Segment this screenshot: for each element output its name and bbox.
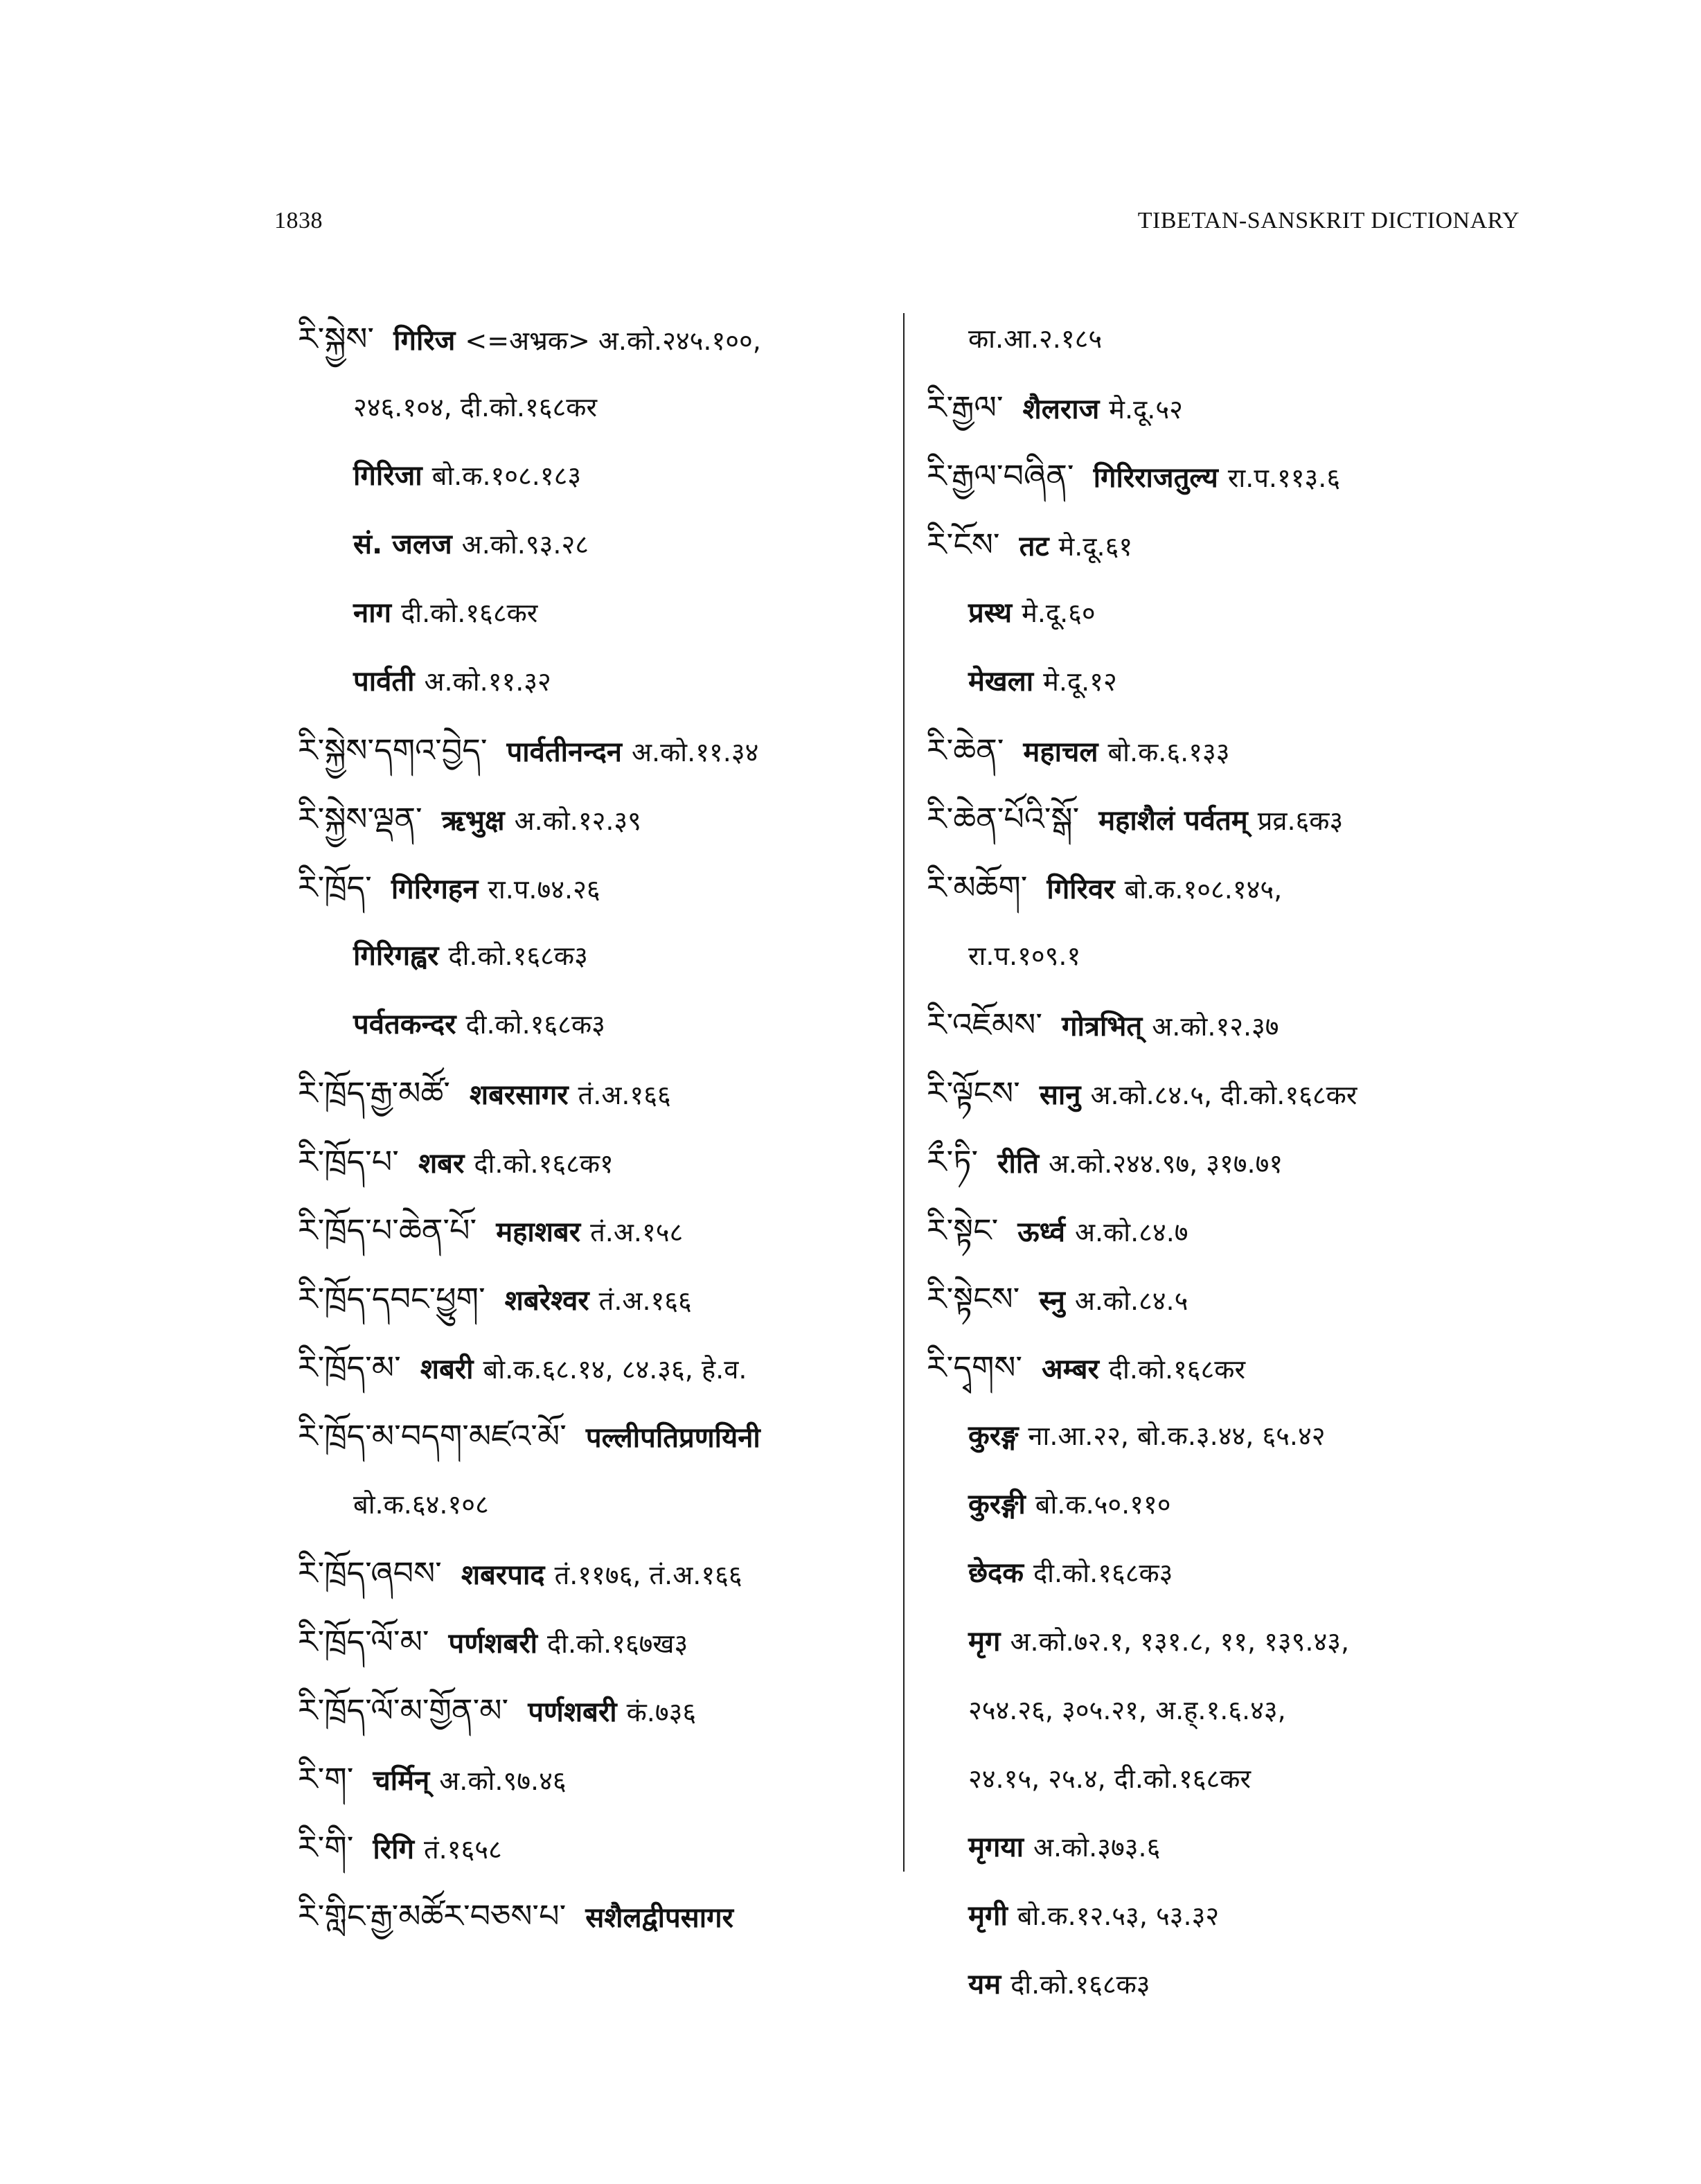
tibetan-headword: རི་གླིང་རྒྱ་མཚོར་བཅས་པ་ bbox=[298, 1897, 567, 1935]
dictionary-entry-line bbox=[298, 785, 893, 853]
tibetan-headword: རི་དྭགས་ bbox=[927, 1349, 1023, 1386]
left-column bbox=[298, 305, 893, 1951]
source-reference: तं.अ.१५८ bbox=[590, 1217, 684, 1248]
tibetan-headword: རི་རྒྱལ་བཞིན་ bbox=[927, 457, 1074, 495]
sanskrit-equivalent: यम bbox=[968, 1969, 1001, 2000]
dictionary-entry-line bbox=[927, 1882, 1536, 1951]
sanskrit-equivalent: सशैलद्वीपसागर bbox=[585, 1902, 733, 1934]
dictionary-entry-line bbox=[927, 853, 1536, 922]
dictionary-entry-line bbox=[927, 1059, 1536, 1128]
source-reference: बो.क.१०८.१४५, bbox=[1124, 874, 1283, 905]
source-reference: दी.को.१६८क३ bbox=[1010, 1969, 1150, 2000]
dictionary-entry-line bbox=[298, 1813, 893, 1882]
sanskrit-equivalent: गिरिगह्वर bbox=[353, 940, 439, 972]
dictionary-entry-line bbox=[927, 991, 1536, 1059]
source-reference: बो.क.१२.५३, ५३.३२ bbox=[1017, 1901, 1220, 1931]
source-reference: दी.को.१६८क३ bbox=[465, 1009, 605, 1040]
dictionary-entry-line bbox=[298, 373, 893, 442]
sanskrit-equivalent: चर्मिन् bbox=[373, 1765, 430, 1797]
dictionary-entry-line bbox=[298, 922, 893, 991]
sanskrit-equivalent: मृगया bbox=[968, 1831, 1024, 1863]
tibetan-headword: རི་ཁྲོད་ཞབས་ bbox=[298, 1554, 442, 1592]
right-column bbox=[927, 305, 1536, 2019]
sanskrit-equivalent: सं. जलज bbox=[353, 529, 452, 560]
source-reference: <=अभ्रक> अ.को.२४५.१००, bbox=[465, 326, 761, 356]
source-reference: २४.१५, २५.४, दी.को.१६८कर bbox=[968, 1764, 1252, 1794]
sanskrit-equivalent: छेदक bbox=[968, 1557, 1024, 1589]
tibetan-headword: རི་ཆེན་པོའི་སྒོ་ bbox=[927, 800, 1080, 837]
dictionary-entry-line bbox=[298, 1676, 893, 1745]
sanskrit-equivalent: शबरपाद bbox=[461, 1559, 545, 1591]
tibetan-headword: རི་ཁྲོད་མ་བདག་མཛའ་མོ་ bbox=[298, 1417, 567, 1455]
tibetan-headword: རི་སྟེངས་ bbox=[927, 1280, 1020, 1317]
column-divider bbox=[903, 313, 905, 1872]
dictionary-entry-line bbox=[927, 1196, 1536, 1265]
dictionary-entry-line bbox=[298, 648, 893, 716]
source-reference: तं.१६५८ bbox=[423, 1834, 502, 1865]
sanskrit-equivalent: महाचल bbox=[1023, 736, 1098, 768]
source-reference: अ.को.३७३.६ bbox=[1033, 1832, 1161, 1863]
dictionary-entry-line bbox=[298, 442, 893, 511]
sanskrit-equivalent: शैलराज bbox=[1022, 393, 1100, 425]
sanskrit-equivalent: शबरसागर bbox=[469, 1079, 569, 1111]
sanskrit-equivalent: मेखला bbox=[968, 666, 1034, 698]
sanskrit-equivalent: महाशैलं पर्वतम् bbox=[1098, 805, 1248, 837]
sanskrit-equivalent: कुरङ्ग bbox=[968, 1420, 1019, 1452]
tibetan-headword: རི་རྒྱལ་ bbox=[927, 389, 1004, 426]
dictionary-entry-line bbox=[298, 1402, 893, 1471]
tibetan-headword: རི་སྐྱེས་དགའ་བྱེད་ bbox=[298, 731, 488, 769]
source-reference: बो.क.५०.११० bbox=[1035, 1489, 1171, 1520]
source-reference: बो.क.१०८.१८३ bbox=[431, 461, 582, 491]
source-reference: ना.आ.२२, बो.क.३.४४, ६५.४२ bbox=[1028, 1421, 1326, 1451]
sanskrit-equivalent: पर्वतकन्दर bbox=[353, 1009, 456, 1040]
dictionary-entry-line bbox=[927, 442, 1536, 511]
sanskrit-equivalent: शबर bbox=[418, 1148, 465, 1180]
source-reference: दी.को.१६८क३ bbox=[1033, 1558, 1173, 1588]
source-reference: मे.दू.१२ bbox=[1043, 666, 1117, 697]
sanskrit-equivalent: गिरिराजतुल्य bbox=[1093, 462, 1218, 494]
sanskrit-equivalent: कुरङ्गी bbox=[968, 1489, 1026, 1520]
source-reference: रा.प.११३.६ bbox=[1227, 463, 1341, 493]
dictionary-entry-line bbox=[927, 785, 1536, 853]
sanskrit-equivalent: तट bbox=[1019, 531, 1049, 562]
source-reference: बो.क.६८.१४, ८४.३६, हे.व. bbox=[483, 1354, 747, 1385]
source-reference: तं.अ.१६६ bbox=[598, 1286, 692, 1316]
source-reference: अ.को.८४.५, दी.को.१६८कर bbox=[1090, 1080, 1357, 1110]
sanskrit-equivalent: गोत्रभित् bbox=[1061, 1011, 1143, 1042]
source-reference: अ.को.११.३४ bbox=[632, 737, 759, 767]
source-reference: अ.को.११.३२ bbox=[424, 666, 551, 697]
dictionary-entry-line bbox=[927, 1676, 1536, 1745]
tibetan-headword: རི་གི་ bbox=[298, 1829, 354, 1866]
sanskrit-equivalent: प्रस्थ bbox=[968, 597, 1013, 629]
dictionary-entry-line bbox=[927, 1539, 1536, 1608]
tibetan-headword: རི་སྐྱེས་ལྡན་ bbox=[298, 800, 422, 837]
tibetan-headword: རི་ལྟོངས་ bbox=[927, 1074, 1020, 1112]
source-reference: दी.को.१६८कर bbox=[401, 598, 538, 628]
sanskrit-equivalent: रिगि bbox=[373, 1834, 414, 1865]
dictionary-entry-line bbox=[298, 1745, 893, 1813]
source-reference: दी.को.१६८क१ bbox=[474, 1148, 614, 1179]
tibetan-headword: རི་སྟེང་ bbox=[927, 1211, 999, 1249]
source-reference: तं.११७६, तं.अ.१६६ bbox=[554, 1560, 742, 1590]
dictionary-entry-line bbox=[927, 922, 1536, 991]
dictionary-entry-line bbox=[927, 1813, 1536, 1882]
dictionary-entry-line bbox=[927, 648, 1536, 716]
sanskrit-equivalent: पल्लीपतिप्रणयिनी bbox=[585, 1422, 760, 1454]
sanskrit-equivalent: ऋभुक्ष bbox=[441, 805, 505, 837]
dictionary-entry-line bbox=[298, 1265, 893, 1333]
source-reference: अ.को.८४.७ bbox=[1074, 1217, 1188, 1248]
dictionary-entry-line bbox=[298, 1471, 893, 1539]
tibetan-headword: རི་སྐྱེས་ bbox=[298, 320, 375, 357]
sanskrit-equivalent: पर्णशबरी bbox=[528, 1696, 617, 1728]
tibetan-headword: རི་འཇོམས་ bbox=[927, 1006, 1042, 1043]
tibetan-headword: རི་མཆོག་ bbox=[927, 869, 1028, 906]
source-reference: अ.को.८४.५ bbox=[1074, 1286, 1188, 1316]
dictionary-entry-line bbox=[927, 1745, 1536, 1813]
source-reference: दी.को.१६७ख३ bbox=[546, 1628, 688, 1659]
tibetan-headword: རི་ཁྲོད་ལོ་མ་ bbox=[298, 1623, 429, 1660]
dictionary-entry-line bbox=[298, 1608, 893, 1676]
source-reference: बो.क.६.१३३ bbox=[1107, 737, 1230, 767]
tibetan-headword: རི་ཁྲོད་རྒྱ་མཚོ་ bbox=[298, 1074, 450, 1112]
dictionary-entry-line bbox=[298, 991, 893, 1059]
dictionary-entry-line bbox=[298, 853, 893, 922]
dictionary-entry-line bbox=[927, 373, 1536, 442]
dictionary-entry-line bbox=[927, 1333, 1536, 1402]
dictionary-entry-line bbox=[927, 305, 1536, 373]
sanskrit-equivalent: गिरिगहन bbox=[391, 873, 479, 905]
source-reference: बो.क.६४.१०८ bbox=[353, 1489, 489, 1520]
source-reference: मे.दू.६० bbox=[1022, 598, 1096, 628]
tibetan-headword: རི་ཁྲོད་ bbox=[298, 869, 372, 906]
tibetan-headword: རི་ཁྲོད་པ་ bbox=[298, 1143, 399, 1180]
sanskrit-equivalent: शबरी bbox=[420, 1353, 474, 1385]
source-reference: प्रव्र.६क३ bbox=[1257, 806, 1344, 836]
dictionary-entry-line bbox=[927, 1471, 1536, 1539]
source-reference: अ.को.९७.४६ bbox=[439, 1766, 567, 1796]
tibetan-headword: རི་ཁྲོད་པ་ཆེན་པོ་ bbox=[298, 1211, 477, 1249]
dictionary-entry-line bbox=[298, 1539, 893, 1608]
sanskrit-equivalent: शबरेश्वर bbox=[504, 1285, 589, 1317]
sanskrit-equivalent: स्नु bbox=[1039, 1285, 1065, 1317]
tibetan-headword: རི་ཁྲོད་མ་ bbox=[298, 1349, 401, 1386]
dictionary-entry-line bbox=[298, 1128, 893, 1196]
sanskrit-equivalent: मृगी bbox=[968, 1900, 1008, 1932]
tibetan-headword: རི་ཁྲོད་དབང་ཕྱུག་ bbox=[298, 1280, 486, 1317]
dictionary-entry-line bbox=[927, 716, 1536, 785]
source-reference: अ.को.९३.२८ bbox=[461, 529, 589, 560]
dictionary-entry-line bbox=[298, 1059, 893, 1128]
tibetan-headword: རྀ་ཏི་ bbox=[927, 1143, 979, 1180]
source-reference: का.आ.२.१८५ bbox=[968, 323, 1103, 354]
dictionary-entry-line bbox=[298, 716, 893, 785]
sanskrit-equivalent: पार्वती bbox=[353, 666, 415, 698]
dictionary-entry-line bbox=[298, 1333, 893, 1402]
source-reference: अ.को.२४४.९७, ३१७.७१ bbox=[1049, 1148, 1283, 1179]
tibetan-headword: རི་ག་ bbox=[298, 1760, 354, 1797]
sanskrit-equivalent: नाग bbox=[353, 597, 392, 629]
dictionary-entry-line bbox=[927, 1608, 1536, 1676]
source-reference: कं.७३६ bbox=[626, 1697, 697, 1728]
dictionary-entry-line bbox=[927, 1265, 1536, 1333]
dictionary-entry-line bbox=[927, 1951, 1536, 2019]
dictionary-entry-line bbox=[927, 579, 1536, 648]
source-reference: अ.को.७२.१, १३१.८, ११, १३९.४३, bbox=[1010, 1626, 1350, 1657]
source-reference: तं.अ.१६६ bbox=[578, 1080, 671, 1110]
tibetan-headword: རི་ངོས་ bbox=[927, 526, 1000, 563]
sanskrit-equivalent: गिरिजा bbox=[353, 460, 422, 492]
source-reference: रा.प.७४.२६ bbox=[488, 874, 600, 905]
dictionary-entry-line bbox=[298, 511, 893, 579]
source-reference: दी.को.१६८क३ bbox=[448, 941, 588, 971]
dictionary-entry-line bbox=[927, 1128, 1536, 1196]
sanskrit-equivalent: ऊर्ध्व bbox=[1017, 1216, 1065, 1248]
dictionary-entry-line bbox=[298, 579, 893, 648]
tibetan-headword: རི་ཁྲོད་ལོ་མ་གྱོན་མ་ bbox=[298, 1692, 509, 1729]
sanskrit-equivalent: गिरिज bbox=[393, 325, 456, 357]
dictionary-entry-line bbox=[298, 1882, 893, 1951]
sanskrit-equivalent: पार्वतीनन्दन bbox=[506, 736, 623, 768]
sanskrit-equivalent: रीति bbox=[997, 1148, 1039, 1180]
dictionary-entry-line bbox=[927, 1402, 1536, 1471]
dictionary-entry-line bbox=[298, 1196, 893, 1265]
sanskrit-equivalent: पर्णशबरी bbox=[448, 1628, 537, 1660]
source-reference: मे.दू.५२ bbox=[1109, 394, 1183, 425]
sanskrit-equivalent: महाशबर bbox=[496, 1216, 581, 1248]
source-reference: २४६.१०४, दी.को.१६८कर bbox=[353, 392, 598, 423]
sanskrit-equivalent: अम्बर bbox=[1042, 1353, 1099, 1385]
sanskrit-equivalent: सानु bbox=[1039, 1079, 1081, 1111]
dictionary-entry-line bbox=[927, 511, 1536, 579]
sanskrit-equivalent: गिरिवर bbox=[1047, 873, 1115, 905]
running-head bbox=[274, 208, 1520, 234]
source-reference: दी.को.१६८कर bbox=[1108, 1354, 1246, 1385]
sanskrit-equivalent: मृग bbox=[968, 1626, 1001, 1658]
running-title: TIBETAN-SANSKRIT DICTIONARY bbox=[1137, 208, 1520, 233]
source-reference: अ.को.१२.३९ bbox=[514, 806, 641, 836]
dictionary-entry-line bbox=[298, 305, 893, 373]
tibetan-headword: རི་ཆེན་ bbox=[927, 731, 1004, 769]
source-reference: रा.प.१०९.१ bbox=[968, 941, 1081, 971]
source-reference: अ.को.१२.३७ bbox=[1152, 1011, 1279, 1042]
page-number: 1838 bbox=[274, 208, 323, 233]
source-reference: २५४.२६, ३०५.२१, अ.ह्.१.६.४३, bbox=[968, 1695, 1286, 1725]
source-reference: मे.दू.६१ bbox=[1058, 531, 1133, 562]
